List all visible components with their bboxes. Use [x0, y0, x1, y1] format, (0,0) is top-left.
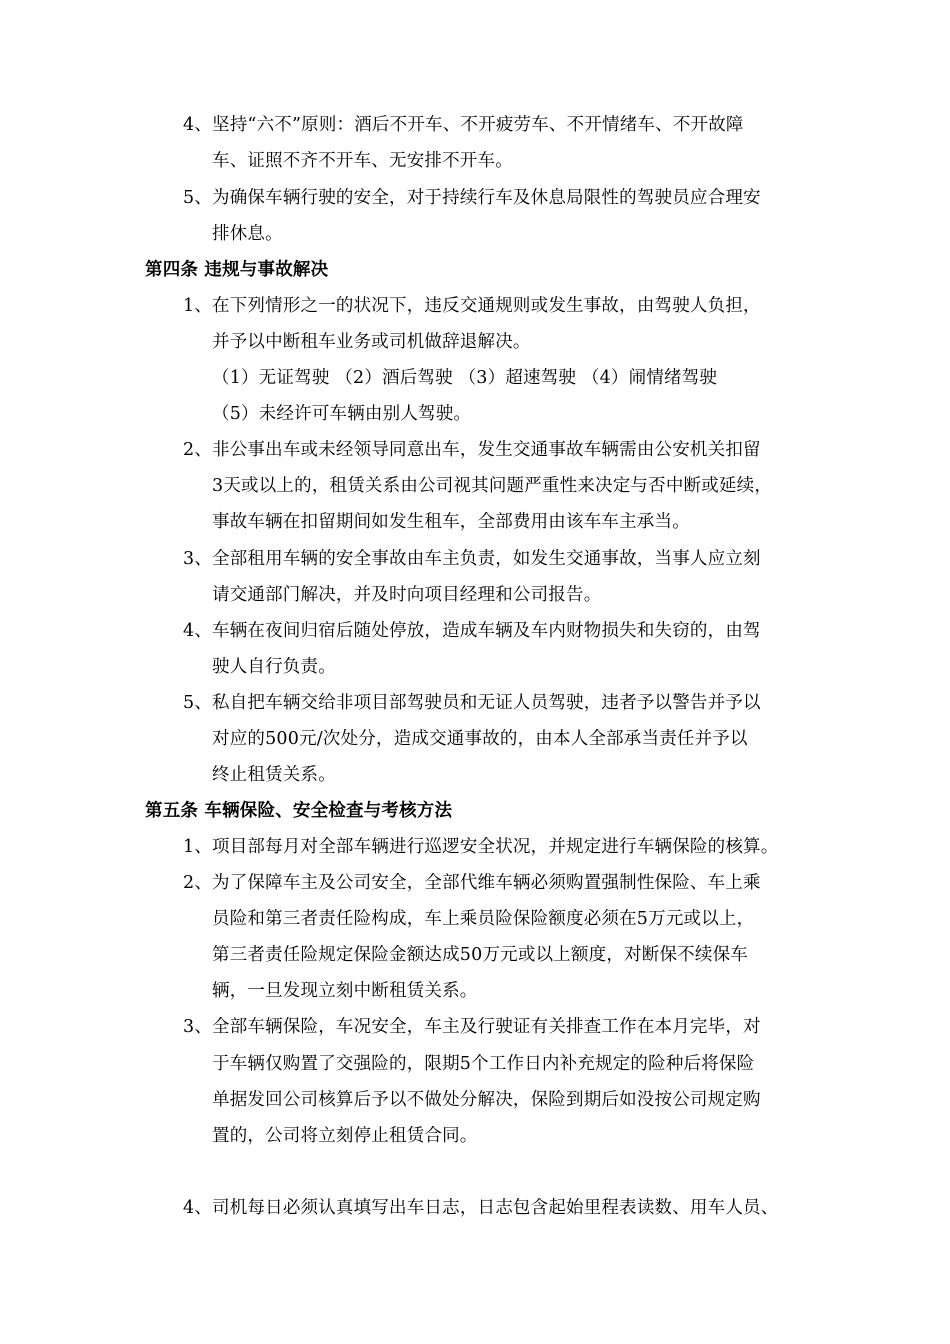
article4-item1-line4: （5）未经许可车辆由别人驾驶。 — [212, 404, 472, 424]
article4-item1-line1: 1、在下列情形之一的状况下，违反交通规则或发生事故，由驾驶人负担， — [183, 296, 761, 316]
article3-item5-line2: 排休息。 — [212, 224, 283, 244]
article3-item4-line1: 4、坚持“六不”原则：酒后不开车、不开疲劳车、不开情绪车、不开故障 — [183, 115, 744, 135]
article4-item2-line3: 事故车辆在扣留期间如发生租车，全部费用由该车车主承当。 — [212, 512, 690, 532]
article4-item3-line2: 请交通部门解决，并及时向项目经理和公司报告。 — [212, 585, 602, 605]
article5-item3-line1: 3、全部车辆保险，车况安全，车主及行驶证有关排查工作在本月完毕，对 — [183, 1017, 761, 1037]
article4-item1-line2: 并予以中断租车业务或司机做辞退解决。 — [212, 332, 531, 352]
article4-item5-line1: 5、私自把车辆交给非项目部驾驶员和无证人员驾驶，违者予以警告并予以 — [183, 693, 761, 713]
article4-heading: 第四条 违规与事故解决 — [145, 260, 329, 280]
article4-item2-line1: 2、非公事出车或未经领导同意出车，发生交通事故车辆需由公安机关扣留 — [183, 440, 761, 460]
article4-item4-line1: 4、车辆在夜间归宿后随处停放，造成车辆及车内财物损失和失窃的，由驾 — [183, 621, 761, 641]
article5-item2-line4: 辆，一旦发现立刻中断租赁关系。 — [212, 981, 478, 1001]
article5-item3-line3: 单据发回公司核算后予以不做处分解决，保险到期后如没按公司规定购 — [212, 1090, 761, 1110]
article5-item2-line2: 员险和第三者责任险构成，车上乘员险保险额度必须在5万元或以上， — [212, 909, 755, 929]
article3-item5-line1: 5、为确保车辆行驶的安全，对于持续行车及休息局限性的驾驶员应合理安 — [183, 188, 761, 208]
article5-item4-line1: 4、司机每日必须认真填写出车日志，日志包含起始里程表读数、用车人员、 — [183, 1198, 779, 1218]
article5-item2-line3: 第三者责任险规定保险金额达成50万元或以上额度，对断保不续保车 — [212, 945, 748, 965]
article4-item1-line3: （1）无证驾驶 （2）酒后驾驶 （3）超速驾驶 （4）闹情绪驾驶 — [212, 368, 718, 388]
article5-item2-line1: 2、为了保障车主及公司安全，全部代维车辆必须购置强制性保险、车上乘 — [183, 873, 761, 893]
article3-item4-line2: 车、证照不齐不开车、无安排不开车。 — [212, 151, 513, 171]
article5-item3-line2: 于车辆仅购置了交强险的，限期5个工作日内补充规定的险种后将保险 — [212, 1054, 755, 1074]
article4-item5-line2: 对应的500元/次处分，造成交通事故的，由本人全部承当责任并予以 — [212, 729, 748, 749]
article4-item3-line1: 3、全部租用车辆的安全事故由车主负责，如发生交通事故，当事人应立刻 — [183, 549, 761, 569]
article5-heading: 第五条 车辆保险、安全检查与考核方法 — [145, 801, 453, 821]
article5-item1-line1: 1、项目部每月对全部车辆进行巡逻安全状况，并规定进行车辆保险的核算。 — [183, 837, 779, 857]
article5-item3-line4: 置的，公司将立刻停止租赁合同。 — [212, 1126, 478, 1146]
article4-item2-line2: 3天或以上的，租赁关系由公司视其问题严重性来决定与否中断或延续， — [212, 476, 773, 496]
article4-item5-line3: 终止租赁关系。 — [212, 765, 336, 785]
article4-item4-line2: 驶人自行负责。 — [212, 657, 336, 677]
